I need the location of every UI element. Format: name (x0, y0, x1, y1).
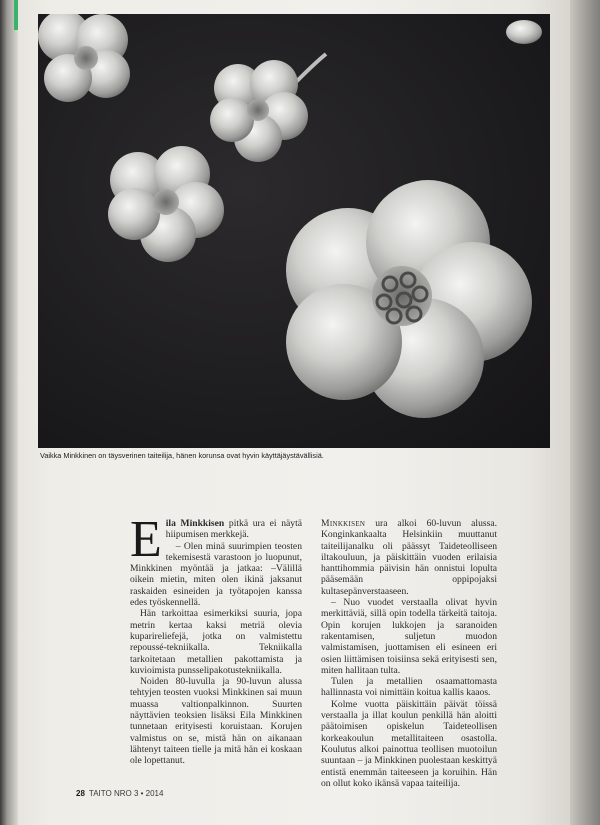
magazine-issue: TAITO NRO 3 • 2014 (88, 789, 164, 798)
photo-caption: Vaikka Minkkinen on täysverinen taiteilija, hänen korunsa ovat hyvin käyttäjäystävällisiä. (40, 451, 324, 460)
flower-brooches-icon (38, 14, 550, 448)
scan-right-edge (570, 0, 600, 825)
article-column-1 (130, 511, 302, 767)
page-footer (76, 789, 163, 798)
paragraph (321, 518, 497, 597)
brooch-left (108, 146, 224, 262)
brooch-top-left (38, 14, 130, 102)
lead-name: ila Minkkisen (165, 518, 225, 529)
paragraph: Hän tarkoittaa esimerkiksi suuria, jopa metrin kertaa kaksi metriä olevia kuparireliefejä, jotka on valmistettu repoussé-tekniikalla. Tekniikalla tarkoitetaan metallien pakottamista ja kuvioimista punsselipakotustekniikalla. (130, 608, 302, 676)
brooch-middle-top (210, 54, 326, 162)
drop-cap: E (130, 511, 162, 568)
paragraph: Tulen ja metallien osaamattomasta hallinnasta voi nimittäin koitua kallis kaaos. (321, 676, 497, 699)
brooch-large (286, 180, 532, 418)
page-number: 28 (76, 789, 85, 798)
section-lead-caps: Minkkisen (321, 518, 366, 529)
brooch-top-right (506, 20, 542, 44)
paragraph: Kolme vuotta päiskittäin päivät töissä verstaalla ja illat koulun penkillä hän aloitti päätoimisen opiskelun Taideteollisen korkeakoulun metallitaiteen osastolla. Koulutus alkoi painottua teollisen muotoilun suuntaan – ja Minkkinen puolestaan keskittyä entistä enemmän taiteeseen ja koruihin. Hän on ollut koko ikänsä vapaa taiteilija. (321, 698, 497, 789)
article-column-2 (321, 518, 497, 789)
lead-paragraph (130, 511, 302, 568)
scan-left-edge (0, 0, 18, 825)
paragraph: – Olen minä suurimpien teosten tekemisestä varastoon jo luopunut, Minkkinen myöntää ja jatkaa: –Välillä oikein mietin, miten olen ikinä jaksanut raskaiden esineiden ja työtapojen kanssa edes työskennellä. (130, 540, 302, 609)
photo-flower-brooches (38, 14, 550, 448)
paragraph: – Nuo vuodet verstaalla olivat hyvin merkittäviä, sillä opin todella tärkeitä taitoja. Opin korujen lukkojen ja saranoiden rakentamisen, suljetun muodon valmistamisen, juottamisen eli esineen eri osien liittämisen toisiinsa sekä erityisesti sen, miten hallitaan tulta. (321, 597, 497, 676)
section-lead-text: ura alkoi 60-luvun alussa. Konginkankaalta Helsinkiin muuttanut taiteilijanalku oli päässyt Taideteolliseen iltakouluun, ja päiskittäin vuoden erilaisia hanttihommia päivisin hän onnistui lopulta pääsemään oppipojaksi kultasepänverstaaseen. (321, 518, 497, 597)
paragraph: Noiden 80-luvulla ja 90-luvun alussa tehtyjen teosten vuoksi Minkkinen sai muun muassa valtionpalkinnon. Suurten näyttävien teoksien lisäksi Eila Minkkinen tunnetaan erityisesti koruistaan. Korujen valmistus on se, mistä hän on aikanaan lähtenyt taiteen tielle ja mitä hän ei koskaan ole lopettanut. (130, 676, 302, 767)
lead-text: pitkä ura ei näytä hiipumisen merkkejä. (165, 518, 302, 541)
